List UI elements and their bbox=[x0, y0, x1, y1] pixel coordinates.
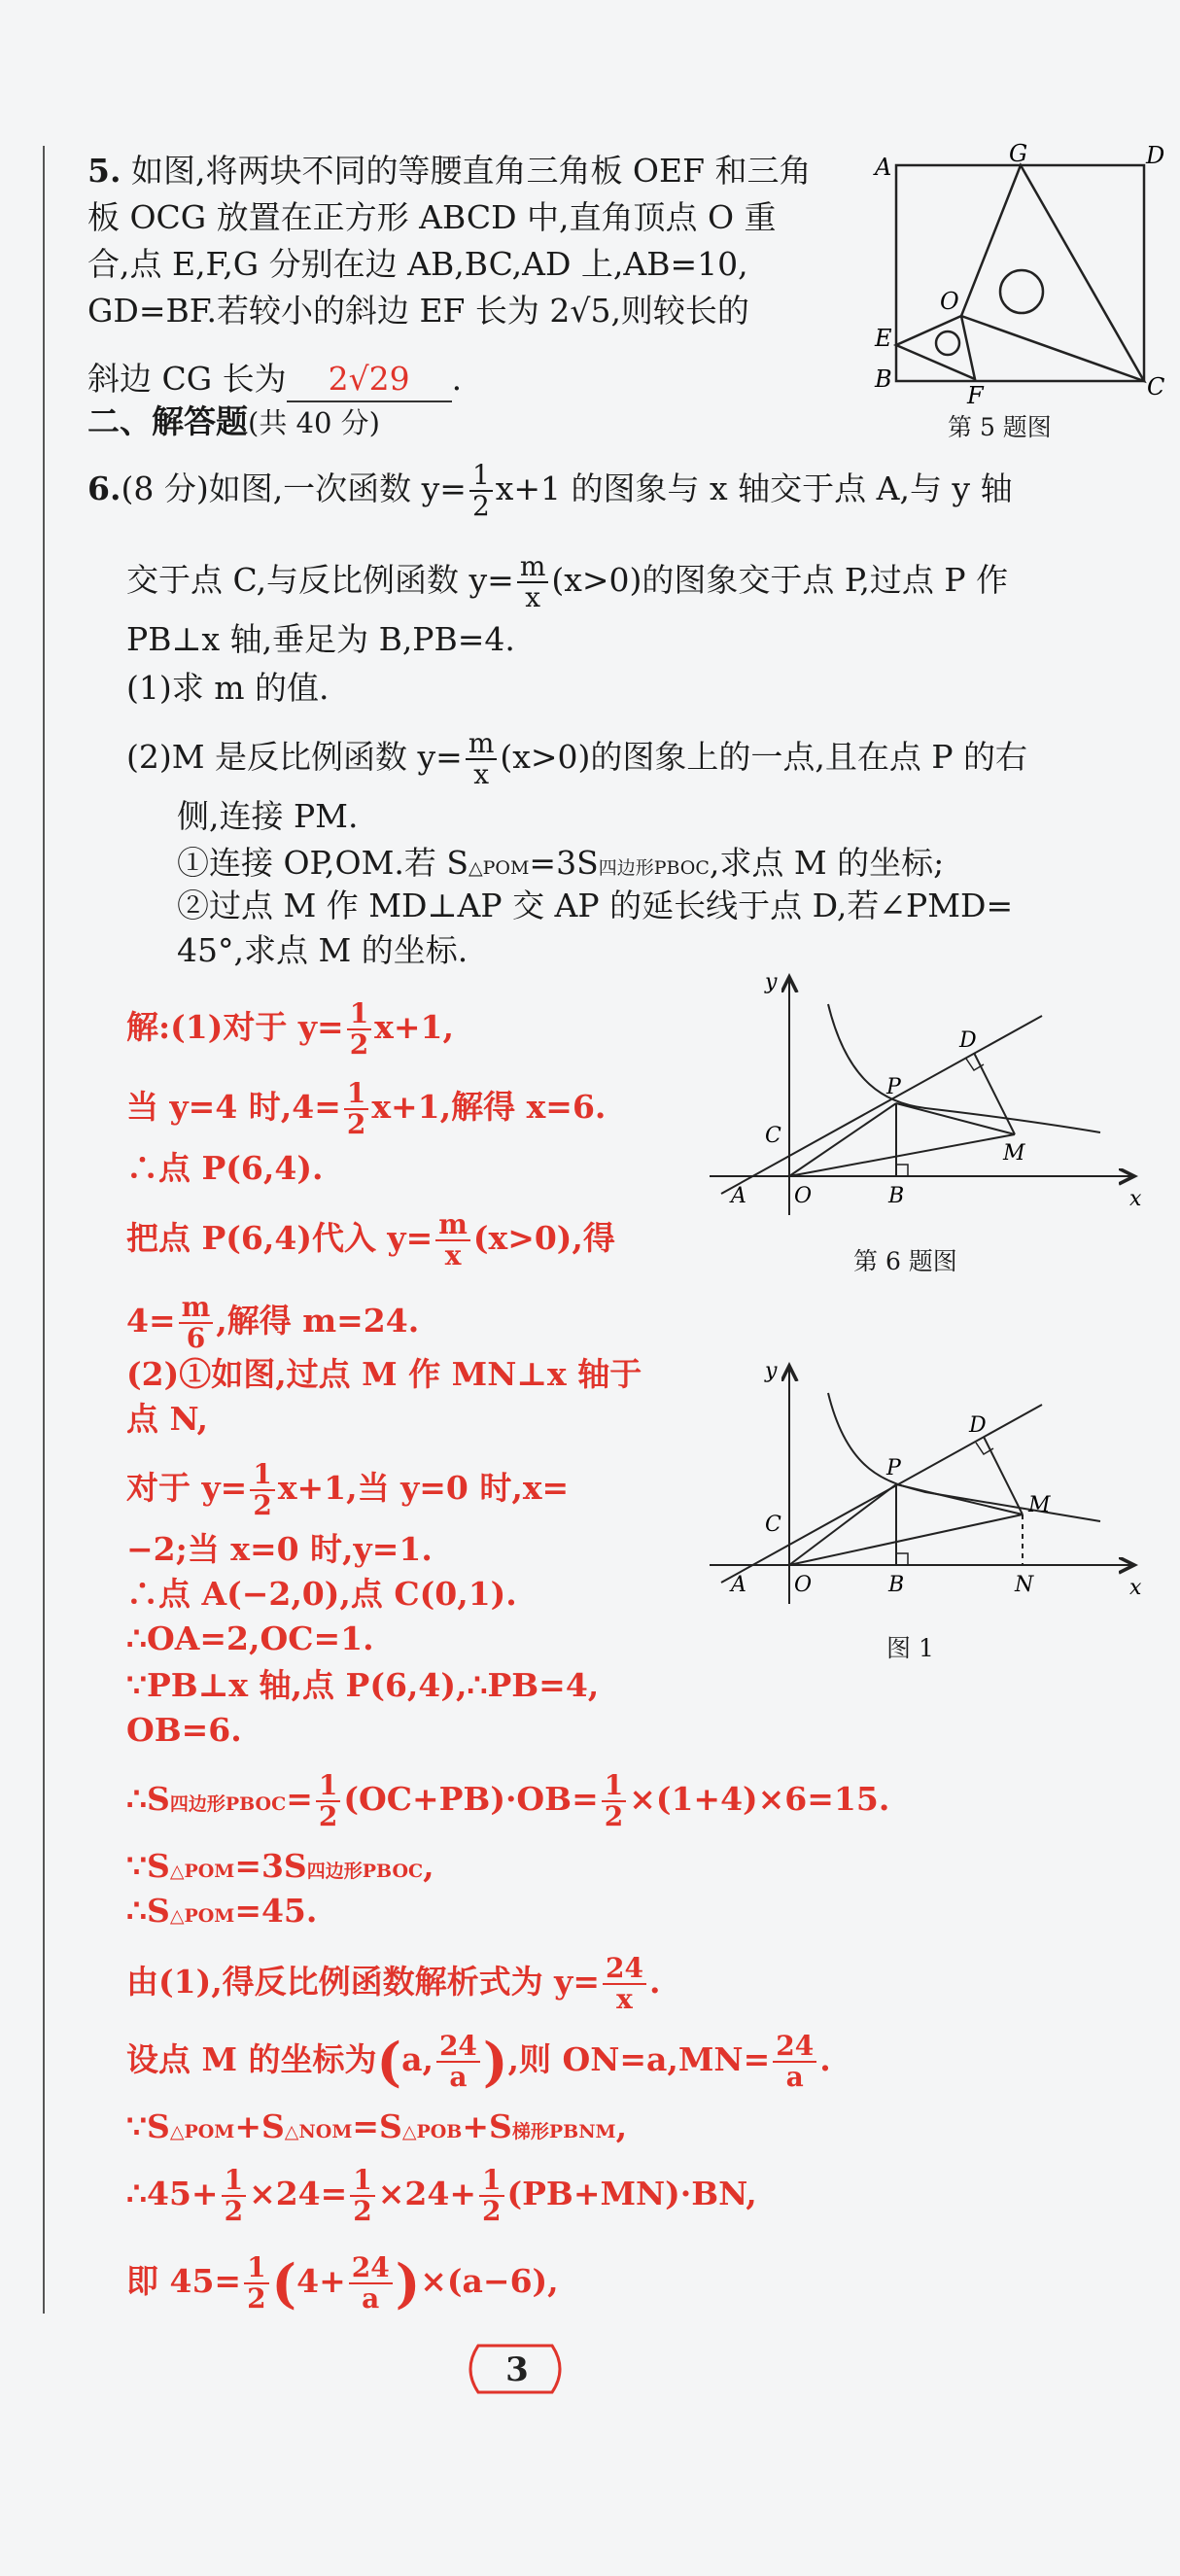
segment-md bbox=[974, 1053, 1015, 1134]
text: ∴45+ bbox=[126, 2175, 219, 2212]
label-E: E bbox=[875, 325, 892, 352]
problem5-line1 bbox=[87, 150, 811, 192]
denominator: 2 bbox=[471, 490, 490, 522]
numerator: 1 bbox=[347, 999, 371, 1030]
text: x+1,当 y=0 时,x= bbox=[277, 1469, 570, 1507]
circle-small bbox=[936, 331, 959, 355]
numerator: 1 bbox=[469, 461, 493, 492]
problem6-figure bbox=[702, 967, 1149, 1220]
fraction bbox=[350, 2166, 374, 2226]
right-angle-b bbox=[896, 1553, 908, 1565]
text: x+1 的图象与 x 轴交于点 A,与 y 轴 bbox=[495, 470, 1013, 507]
solution-line18 bbox=[126, 2032, 831, 2092]
label-F: F bbox=[967, 382, 984, 409]
solution-line11: ∴OA=2,OC=1. bbox=[126, 1619, 374, 1657]
text: 由(1),得反比例函数解析式为 y= bbox=[126, 1963, 600, 2001]
denominator: x bbox=[473, 758, 489, 790]
solution-line16 bbox=[126, 1890, 317, 1937]
page-number-badge bbox=[459, 2336, 575, 2402]
paren-close: ) bbox=[395, 2252, 421, 2315]
numerator: m bbox=[179, 1293, 214, 1324]
segment-op bbox=[789, 1103, 896, 1176]
denominator: 2 bbox=[604, 1800, 624, 1832]
problem5-line3: 合,点 E,F,G 分别在边 AB,BC,AD 上,AB=10, bbox=[87, 245, 748, 283]
subscript: △POM bbox=[169, 2121, 235, 2142]
text: +S bbox=[234, 2107, 285, 2145]
numerator: 1 bbox=[250, 1460, 274, 1491]
text: ∵S bbox=[126, 1847, 170, 1885]
problem6-line1 bbox=[87, 461, 1013, 521]
fraction bbox=[436, 2032, 480, 2092]
numerator: 1 bbox=[602, 1771, 626, 1802]
numerator: m bbox=[517, 552, 549, 583]
triangle-ocg bbox=[961, 165, 1144, 381]
left-margin-line bbox=[43, 146, 45, 2314]
denominator: 2 bbox=[253, 1489, 272, 1521]
label-A: A bbox=[875, 154, 892, 181]
text: , bbox=[423, 1847, 434, 1885]
text: ×(a−6), bbox=[420, 2262, 559, 2300]
numerator: 1 bbox=[350, 2166, 374, 2197]
text: 交于点 C,与反比例函数 y= bbox=[126, 561, 514, 599]
text: ,解得 m=24. bbox=[216, 1302, 420, 1340]
fraction bbox=[479, 2166, 503, 2226]
text: (PB+MN)·BN, bbox=[506, 2175, 757, 2212]
text: x+1,解得 x=6. bbox=[371, 1088, 607, 1126]
section-title: 二、解答题 bbox=[87, 402, 248, 440]
hyperbola bbox=[828, 1004, 1100, 1132]
text: 当 y=4 时,4= bbox=[126, 1088, 341, 1126]
square-abcd bbox=[896, 165, 1144, 381]
subscript: 四边形PBOC bbox=[306, 1861, 424, 1882]
fraction bbox=[250, 1460, 274, 1520]
text: =3S bbox=[234, 1847, 307, 1885]
fraction bbox=[347, 999, 371, 1060]
text: =45. bbox=[234, 1892, 318, 1930]
problem6-caption: 第 6 题图 bbox=[853, 1247, 957, 1275]
solution-line2 bbox=[126, 1079, 606, 1139]
text: = bbox=[286, 1780, 313, 1818]
text: (OC+PB)·OB= bbox=[343, 1780, 599, 1818]
right-angle-b bbox=[896, 1165, 908, 1176]
problem6-line3: PB⊥x 轴,垂足为 B,PB=4. bbox=[126, 620, 515, 658]
subscript: 四边形PBOC bbox=[169, 1793, 287, 1815]
solution-line10: ∴点 A(−2,0),点 C(0,1). bbox=[126, 1575, 517, 1613]
hyperbola bbox=[828, 1393, 1100, 1521]
fraction bbox=[773, 2032, 816, 2092]
figure-1 bbox=[702, 1356, 1149, 1609]
label-C: C bbox=[765, 1124, 781, 1148]
text: 设点 M 的坐标为 bbox=[126, 2040, 377, 2078]
paren-close: ) bbox=[482, 2031, 508, 2093]
solution-line6: (2)①如图,过点 M 作 MN⊥x 轴于 bbox=[126, 1355, 642, 1393]
solution-line12: ∵PB⊥x 轴,点 P(6,4),∴PB=4, bbox=[126, 1666, 600, 1704]
solution-line4 bbox=[126, 1210, 615, 1271]
label-C: C bbox=[1147, 373, 1165, 400]
problem6-line2 bbox=[126, 552, 1008, 612]
segment-pm bbox=[896, 1103, 1015, 1134]
line-ap bbox=[721, 1016, 1042, 1194]
text: (x>0)的图象交于点 P,过点 P 作 bbox=[551, 561, 1009, 599]
paren-open: ( bbox=[376, 2031, 402, 2093]
solution-line15 bbox=[126, 1845, 434, 1893]
text: 解:(1)对于 y= bbox=[126, 1008, 344, 1046]
denominator: 2 bbox=[482, 2195, 502, 2227]
problem6-q2 bbox=[126, 729, 1027, 789]
label-G: G bbox=[1009, 140, 1028, 167]
denominator: 2 bbox=[353, 2195, 372, 2227]
text: ①连接 OP,OM.若 S bbox=[177, 844, 469, 882]
text: ,则 ON=a,MN= bbox=[507, 2040, 771, 2078]
fraction bbox=[466, 729, 498, 789]
problem5-line5 bbox=[87, 358, 462, 402]
fraction bbox=[349, 2253, 393, 2314]
subscript: △POM bbox=[169, 1905, 235, 1927]
subscript: △POM bbox=[468, 857, 530, 879]
section-points: (共 40 分) bbox=[248, 406, 380, 439]
line-ap bbox=[721, 1405, 1042, 1583]
solution-line21 bbox=[126, 2253, 559, 2314]
text: 斜边 CG 长为 bbox=[87, 360, 287, 398]
solution-line5 bbox=[126, 1293, 419, 1353]
label-x: x bbox=[1129, 1187, 1142, 1211]
text: ∴S bbox=[126, 1892, 170, 1930]
numerator: 1 bbox=[316, 1771, 340, 1802]
text: x+1, bbox=[374, 1008, 454, 1046]
denominator: 6 bbox=[186, 1322, 206, 1354]
fraction bbox=[435, 1210, 470, 1271]
solution-line19 bbox=[126, 2106, 627, 2153]
numerator: 1 bbox=[479, 2166, 503, 2197]
subscript: △POM bbox=[169, 1861, 235, 1882]
text: (x>0),得 bbox=[472, 1219, 615, 1257]
problem5-line2: 板 OCG 放置在正方形 ABCD 中,直角顶点 O 重 bbox=[87, 198, 777, 236]
subscript: △NOM bbox=[284, 2121, 353, 2142]
problem5-figure bbox=[870, 140, 1165, 409]
label-B: B bbox=[888, 1184, 905, 1208]
problem6-q2-cont: 侧,连接 PM. bbox=[177, 797, 359, 835]
denominator: x bbox=[525, 581, 541, 613]
label-M: M bbox=[1028, 1493, 1051, 1517]
fraction bbox=[222, 2166, 246, 2226]
triangle-oef bbox=[896, 316, 975, 379]
solution-line3: ∴点 P(6,4). bbox=[126, 1149, 324, 1187]
text: , bbox=[615, 2107, 628, 2145]
label-D: D bbox=[1146, 142, 1165, 169]
text: 把点 P(6,4)代入 y= bbox=[126, 1219, 434, 1257]
label-y: y bbox=[765, 1359, 778, 1383]
problem5-number: 5. bbox=[87, 152, 121, 190]
text: ×24= bbox=[249, 2175, 348, 2212]
denominator: 2 bbox=[318, 1800, 338, 1832]
label-M: M bbox=[1003, 1141, 1025, 1166]
denominator: a bbox=[449, 2061, 468, 2093]
solution-line1 bbox=[126, 999, 454, 1060]
fraction bbox=[517, 552, 549, 612]
text: ,求点 M 的坐标; bbox=[709, 844, 945, 882]
label-P: P bbox=[886, 1075, 901, 1099]
text: a, bbox=[401, 2040, 434, 2078]
subscript: 梯形PBNM bbox=[511, 2121, 616, 2142]
fraction bbox=[244, 2253, 268, 2314]
text: 对于 y= bbox=[126, 1469, 248, 1507]
problem5-caption: 第 5 题图 bbox=[948, 413, 1052, 441]
text: ×(1+4)×6=15. bbox=[629, 1780, 890, 1818]
fraction bbox=[316, 1771, 340, 1831]
page-number: 3 bbox=[505, 2350, 529, 2389]
denominator: a bbox=[785, 2061, 804, 2093]
label-B: B bbox=[875, 366, 892, 393]
text: (8 分)如图,一次函数 y= bbox=[121, 470, 467, 507]
numerator: m bbox=[435, 1210, 470, 1241]
text: +S bbox=[462, 2107, 512, 2145]
problem6-number: 6. bbox=[87, 470, 121, 507]
paren-open: ( bbox=[271, 2252, 297, 2315]
denominator: 2 bbox=[349, 1028, 369, 1061]
numerator: 1 bbox=[222, 2166, 246, 2197]
label-N: N bbox=[1015, 1573, 1034, 1597]
subscript: △POB bbox=[401, 2121, 463, 2142]
denominator: x bbox=[616, 1983, 633, 2015]
label-D: D bbox=[959, 1028, 977, 1053]
subscript: 四边形PBOC bbox=[598, 857, 710, 879]
problem5-line4: GD=BF.若较小的斜边 EF 长为 2√5,则较长的 bbox=[87, 292, 749, 330]
fraction bbox=[179, 1293, 214, 1353]
problem6-q1: (1)求 m 的值. bbox=[126, 669, 330, 707]
circle-large bbox=[1000, 270, 1043, 313]
text: =3S bbox=[529, 844, 599, 882]
section2-heading bbox=[87, 400, 380, 444]
fraction bbox=[469, 461, 493, 521]
text: 4= bbox=[126, 1302, 176, 1340]
text: (2)M 是反比例函数 y= bbox=[126, 738, 463, 776]
solution-line8 bbox=[126, 1460, 569, 1520]
label-B: B bbox=[888, 1573, 905, 1597]
denominator: 2 bbox=[224, 2195, 244, 2227]
denominator: a bbox=[362, 2282, 380, 2315]
numerator: 24 bbox=[603, 1954, 646, 1985]
solution-line17 bbox=[126, 1954, 660, 2014]
fraction bbox=[344, 1079, 368, 1139]
problem6-q2-1 bbox=[177, 842, 944, 889]
label-x: x bbox=[1129, 1576, 1142, 1600]
problem6-q2-2-cont: 45°,求点 M 的坐标. bbox=[177, 931, 469, 969]
label-D: D bbox=[969, 1413, 987, 1438]
fraction bbox=[602, 1771, 626, 1831]
denominator: x bbox=[444, 1239, 462, 1271]
label-O: O bbox=[940, 288, 959, 315]
label-C: C bbox=[765, 1513, 781, 1537]
denominator: 2 bbox=[247, 2282, 266, 2315]
numerator: 1 bbox=[344, 1079, 368, 1110]
segment-om bbox=[789, 1134, 1015, 1176]
solution-line13: OB=6. bbox=[126, 1711, 242, 1749]
numerator: 24 bbox=[436, 2032, 480, 2063]
numerator: m bbox=[466, 729, 498, 760]
denominator: 2 bbox=[346, 1108, 366, 1140]
text: . bbox=[451, 360, 463, 398]
label-O: O bbox=[794, 1184, 813, 1208]
solution-line9: −2;当 x=0 时,y=1. bbox=[126, 1530, 433, 1568]
text: (x>0)的图象上的一点,且在点 P 的右 bbox=[500, 738, 1028, 776]
numerator: 24 bbox=[773, 2032, 816, 2063]
label-P: P bbox=[886, 1456, 901, 1480]
label-O: O bbox=[794, 1573, 813, 1597]
numerator: 1 bbox=[244, 2253, 268, 2284]
solution-line14 bbox=[126, 1771, 889, 1831]
text: 如图,将两块不同的等腰直角三角板 OEF 和三角 bbox=[130, 152, 812, 190]
segment-pm bbox=[896, 1484, 1023, 1514]
label-y: y bbox=[765, 970, 778, 994]
label-A: A bbox=[731, 1573, 746, 1597]
text: ∵S bbox=[126, 2107, 170, 2145]
solution-line20 bbox=[126, 2166, 757, 2226]
text: ∴S bbox=[126, 1780, 170, 1818]
text: 即 45= bbox=[126, 2262, 242, 2300]
solution-line7: 点 N, bbox=[126, 1400, 209, 1438]
fraction bbox=[603, 1954, 646, 2014]
text: 4+ bbox=[296, 2262, 346, 2300]
text: =S bbox=[352, 2107, 402, 2145]
problem6-q2-2: ②过点 M 作 MD⊥AP 交 AP 的延长线于点 D,若∠PMD= bbox=[177, 887, 1014, 924]
numerator: 24 bbox=[349, 2253, 393, 2284]
text: . bbox=[819, 2040, 831, 2078]
label-A: A bbox=[731, 1184, 746, 1208]
problem5-answer: 2√29 bbox=[287, 358, 452, 402]
figure1-caption: 图 1 bbox=[886, 1634, 934, 1662]
text: . bbox=[648, 1963, 661, 2001]
text: ×24+ bbox=[377, 2175, 477, 2212]
